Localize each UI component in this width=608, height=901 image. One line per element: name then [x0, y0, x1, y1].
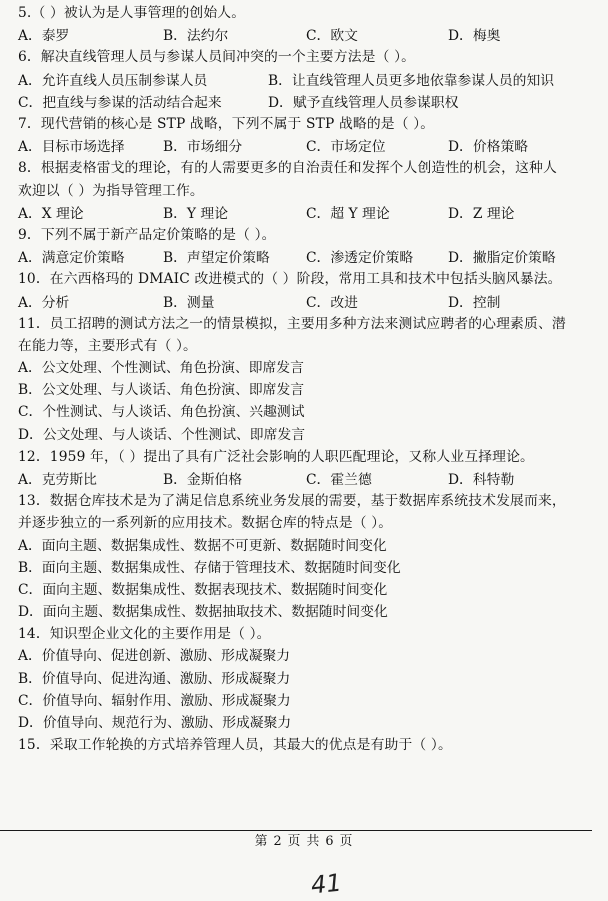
question-5-option-c: C．欧文: [306, 28, 358, 45]
question-5-options: [18, 25, 600, 47]
question-11-option-c: C．个性测试、与人谈话、角色扮演、兴趣测试: [18, 404, 305, 421]
question-14: 14．知识型企业文化的主要作用是（ ）。: [18, 626, 271, 643]
question-8-option-b: B．Y 理论: [163, 205, 229, 222]
question-6-option-d: D．赋予直线管理人员参谋职权: [268, 94, 459, 111]
question-8-option-d: D．Z 理论: [448, 205, 515, 222]
question-5-option-b: B．法约尔: [163, 28, 229, 45]
question-11-option-b: B．公文处理、与人谈话、角色扮演、即席发言: [18, 382, 305, 399]
question-5: 5.（ ）被认为是人事管理的创始人。: [18, 5, 246, 21]
question-12-options: [18, 469, 600, 491]
question-6-options-cd: [18, 92, 600, 114]
question-7: 7．现代营销的核心是 STP 战略，下列不属于 STP 战略的是（ ）。: [18, 115, 435, 132]
question-12-option-b: B．金斯伯格: [163, 472, 243, 489]
question-5-option-d: D．梅奥: [448, 28, 501, 45]
question-9-options: [18, 247, 600, 269]
handwritten-page-number: 41: [309, 868, 343, 900]
question-14-option-d: D．价值导向、规范行为、激励、形成凝聚力: [18, 715, 292, 731]
question-10-option-d: D．控制: [448, 294, 501, 311]
question-13-option-a: A．面向主题、数据集成性、数据不可更新、数据随时间变化: [18, 537, 387, 554]
question-10: 10．在六西格玛的 DMAIC 改进模式的（ ）阶段，常用工具和技术中包括头脑风暴法。: [18, 271, 562, 288]
question-10-option-a: A．分析: [18, 294, 70, 311]
question-6: 6．解决直线管理人员与参谋人员间冲突的一个主要方法是（ ）。: [18, 49, 416, 66]
question-14-option-b: B．价值导向、促进沟通、激励、形成凝聚力: [18, 670, 291, 687]
question-list: [18, 3, 600, 757]
question-6-options-ab: [18, 70, 600, 92]
question-11-option-d: D．公文处理、与人谈话、个性测试、即席发言: [18, 426, 305, 443]
question-10-option-b: B．测量: [163, 294, 215, 311]
question-14-option-a: A．价值导向、促进创新、激励、形成凝聚力: [18, 648, 291, 665]
question-13-option-c: C．面向主题、数据集成性、数据表现技术、数据随时间变化: [18, 581, 388, 598]
question-8-options: [18, 203, 600, 225]
question-12-option-c: C．霍兰德: [306, 472, 372, 489]
question-8-option-a: A．X 理论: [18, 205, 84, 222]
question-9: 9．下列不属于新产品定价策略的是（ ）。: [18, 226, 276, 243]
question-6-option-c: C．把直线与参谋的活动结合起来: [18, 94, 222, 111]
question-12-option-d: D．科特勒: [448, 472, 515, 489]
question-12-option-a: A．克劳斯比: [18, 472, 97, 489]
page-number-footer: 第 2 页 共 6 页: [254, 834, 354, 849]
question-7-option-a: A．目标市场选择: [18, 139, 125, 156]
question-8-line-1: 8．根据麦格雷戈的理论，有的人需要更多的自治责任和发挥个人创造性的机会，这种人: [18, 160, 557, 177]
question-14-option-c: C．价值导向、辐射作用、激励、形成凝聚力: [18, 692, 291, 709]
question-9-option-a: A．满意定价策略: [18, 250, 125, 267]
question-11-option-a: A．公文处理、个性测试、角色扮演、即席发言: [18, 360, 304, 376]
question-15: 15．采取工作轮换的方式培养管理人员，其最大的优点是有助于（ ）。: [18, 737, 452, 754]
question-7-option-d: D．价格策略: [448, 139, 529, 156]
question-9-option-c: C．渗透定价策略: [306, 250, 414, 267]
question-13-option-b: B．面向主题、数据集成性、存储于管理技术、数据随时间变化: [18, 559, 401, 576]
question-7-option-b: B．市场细分: [163, 139, 243, 156]
question-6-option-a: A．允许直线人员压制参谋人员: [18, 72, 208, 89]
question-8-option-c: C．超 Y 理论: [306, 205, 390, 222]
question-5-option-a: A．泰罗: [18, 28, 70, 45]
question-8-line-2: 欢迎以（ ）为指导管理工作。: [18, 182, 204, 199]
question-13-line-2: 并逐步独立的一系列新的应用技术。数据仓库的特点是（ ）。: [18, 515, 393, 532]
question-11-line-1: 11．员工招聘的测试方法之一的情景模拟，主要用多种方法来测试应聘者的心理素质、潜: [18, 315, 566, 332]
question-13-line-1: 13．数据仓库技术是为了满足信息系统业务发展的需要，基于数据库系统技术发展而来，: [18, 493, 566, 510]
question-9-option-d: D．撇脂定价策略: [448, 250, 556, 267]
question-7-option-c: C．市场定位: [306, 139, 386, 156]
question-7-options: [18, 136, 600, 158]
question-11-line-2: 在能力等，主要形式有（ ）。: [18, 337, 197, 354]
question-13-option-d: D．面向主题、数据集成性、数据抽取技术、数据随时间变化: [18, 604, 388, 621]
question-12: 12．1959 年，（ ）提出了具有广泛社会影响的人职匹配理论，又称人业互择理论。: [18, 448, 534, 465]
question-9-option-b: B．声望定价策略: [163, 250, 270, 267]
footer-rule: [0, 830, 592, 831]
question-10-options: [18, 291, 600, 313]
question-6-option-b: B．让直线管理人员更多地依靠参谋人员的知识: [268, 72, 555, 89]
question-10-option-c: C．改进: [306, 294, 358, 311]
